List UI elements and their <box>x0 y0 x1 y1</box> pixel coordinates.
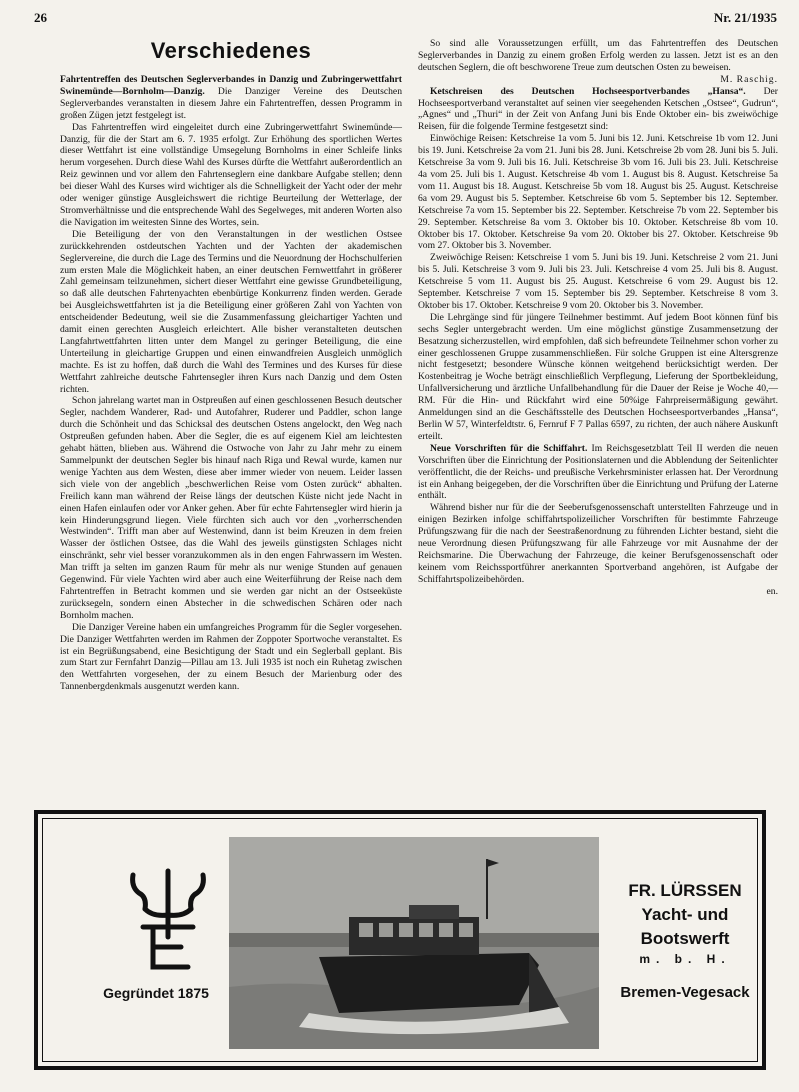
paragraph: Die Danziger Vereine des Deutschen Seglerverbandes veranstalten in diesem Jahre ein Fahrtentreffen, dessen Programm in großen Zügen jetzt festgelegt ist. <box>60 85 402 121</box>
paragraph: Das Fahrtentreffen wird eingeleitet durch eine Zubringerwettfahrt Swinemünde—Danzig, für die der Start am 6. 7. 1935 erfolgt. Zur Erhöhung des sportlichen Wertes dieser Wettfahrt ist eine vollständige Umsegelung Bornholms in einer Schleife links herum vorgesehen. Durch diese Wahl des Kurses dürfte die Wettfahrt außerordentlich an Reiz gewinnen und vor allem den Fahrtenseglern eine dankbare Aufgabe stellen; denn bei dieser Wahl des Kurses wird wichtiger als die Schnelligkeit der Yacht oder der mehr oder weniger günstige Ausgleichswert die richtige Beurteilung der Wetterlage, der Stromverhältnisse und die entsprechende Wahl des Segelweges, mit anderen Worten also die Navigation im weitesten Sinne des Wortes, sein. <box>60 121 402 228</box>
founded-year-text: Gegründet 1875 <box>103 985 209 1001</box>
paragraph: Schon jahrelang wartet man in Ostpreußen auf einen geschlossenen Besuch deutscher Segler, nachdem Wanderer, Rad- und Autofahrer, Ruderer und Paddler, schon lange durch die Schönheit und das Schicksal des deutschen Ostens angelockt, den Weg nach Ostpreußen gefunden haben. Aber die Segler, die es auf eigenem Kiel am leichtesten gehabt hätten, blieben aus. Während die Ostwoche von Jahr zu Jahr mehr zu einem Sammelpunkt der deutschen Segler bis hinauf nach Riga und Rewal wurde, kamen nur wenige Yachten aus dem Westen, diese aber immer wieder von neuem. Leider lassen sich viele von der angeblich „beschwerlichen Reise vom Osten zurück“ abhalten. Freilich kann man während der Reise längs der deutschen Küste nicht jede Nacht in einen Hafen einlaufen oder vor Anker gehen. Aber für echte Fahrtensegler wird hierin ja kein Hinderungsgrund liegen. Viele fürchten sich auch vor den „vorherrschenden Westwinden“. Trifft man aber auf Westenwind, dann ist beim Kreuzen in dem freien Wasser der östlichen Ostsee, das die Wahl des jeweils günstigsten Schlages nicht einschränkt, sehr viel besser voranzukommen als in den engen Fahrwassern im Westen. Man trifft ja selten im ganzen Raum für mehr als nur wenige Stunden auf genauen Gegenwind. Für viele Yachten wird aber auch eine Weiterführung der Reise nach dem Fahrtentreffen in Betracht kommen und sie werden gar nicht an der Ostseeküste zurücksegeln, sondern einen Abstecher in die schwedischen Schären oder nach Bornholm machen. <box>60 395 402 621</box>
issue-number: Nr. 21/1935 <box>713 10 777 25</box>
article-fahrtentreffen-intro <box>60 74 402 122</box>
shipyard-logo-icon <box>123 867 213 977</box>
article-hansa-intro <box>418 86 778 134</box>
motor-yacht-photo <box>229 837 599 1049</box>
paragraph: So sind alle Voraussetzungen erfüllt, um das Fahrtentreffen des Deutschen Seglerverbandes in Danzig zu einem großen Erfolg werden zu lassen. Jetzt ist es an den deutschen Seglern, die oft beschworene Treue zum deutschen Osten zu beweisen. <box>418 38 778 73</box>
advertisement-inner-frame <box>42 818 758 1062</box>
paragraph: Die Beteiligung der von den Veranstaltungen in der westlichen Ostsee zurückkehrenden ostdeutschen Yachten und der Yachten der akademischen Seglervereine, die durch die Lage des Termins und die Neuordnung der Hochschulferien zum ersten Male die Möglichkeit haben, an einer deutschen Fernwettfahrt in größerer Zahl gemeinsam teilzunehmen, sichert dieser Wettfahrt eine gewisse Grundbeteiligung, so daß alle deutschen Fahrtenyachten ebenbürtige Konkurrenz finden werden. Gerade bei Ausgleichswettfahrten ist ja die Beteiligung einer größeren Zahl von Yachten von entscheidender Bedeutung, weil sie die Zusammenfassung gleichartiger Yachten und damit einen gerechten Ausgleich erleichtert. Alle bisher veranstalteten deutschen Langfahrtwettfahrten litten unter dem Mangel zu geringer Beteiligung, die eine Unterteilung in gleichartige Gruppen und einen einwandfreien Ausgleich unmöglich machte. Es ist zu hoffen, daß durch die Wahl des Termines und des Kurses für diese Wettfahrt zahlreiche deutsche Fahrtensegler ihren Kurs nach Danzig und dem Osten richten. <box>60 228 402 395</box>
section-title: Verschiedenes <box>150 38 312 63</box>
paragraph: Einwöchige Reisen: Ketschreise 1a vom 5. Juni bis 12. Juni. Ketschreise 1b vom 12. Juni bis 19. Juni. Ketschreise 2a vom 21. Juni bis 28. Juni. Ketschreise 2b vom 28. Juni bis 5. Juli. Ketschreise 3a vom 9. Juli bis 16. Juli. Ketschreise 3b vom 16. Juli bis 23. Juli. Ketschreise 4a vom 25. Juli bis 1. August. Ketschreise 4b vom 1. August bis 8. August. Ketschreise 5a vom 11. August bis 18. August. Ketschreise 5b vom 18. August bis 25. August. Ketschreise 6a vom 29. August bis 5. September. Ketschreise 6b vom 5. September bis 12. September. Ketschreise 7a vom 15. September bis 22. September. Ketschreise 7b vom 22. September bis 29. September. Ketschreise 8a vom 3. Oktober bis 10. Oktober. Ketschreise 8b vom 10. Oktober bis 17. Oktober. Ketschreise 9a vom 20. Oktober bis 27. Oktober. Ketschreise 9b vom 27. Oktober bis 3. November. <box>418 133 778 252</box>
company-name-block <box>615 879 755 1005</box>
paragraph: Im Reichsgesetzblatt Teil II werden die neuen Vorschriften über die Einrichtung der Positionslaternen und die Abblendung der Seitenlichter veröffentlicht, die der Reichs- und preußische Verkehrsminister erlassen hat. Der Verordnung ist ein Anhang beigegeben, der die Vorschriften über die Einrichtung und Prüfung der Laterne enthält. <box>418 442 778 502</box>
left-column <box>60 38 402 693</box>
motor-yacht-image <box>229 837 599 1049</box>
paragraph: Die Lehrgänge sind für jüngere Teilnehmer bestimmt. Auf jedem Boot können fünf bis sechs Segler untergebracht werden. Um eine möglichst günstige Zusammensetzung der Besatzung sicherzustellen, wird empfohlen, daß sich befreundete Teilnehmer schon vorher zu einer geschlossenen Gruppe zusammenschließen. Für solche Gruppen ist eine Altersgrenze nicht festgesetzt; besondere Wünsche können weitgehend berücksichtigt werden. Der Kostenbeitrag je Woche beträgt einschließlich Verpflegung, Lieferung der Sportbekleidung, Unfallversicherung und ärztliche Unfallbehandlung für die Dauer der Reise je Woche 40,— RM. Für die Hin- und Rückfahrt wird eine 50%ige Fahrpreisermäßigung gewährt. Anmeldungen sind an die Geschäftsstelle des Deutschen Hochseesportverbandes „Hansa“, Berlin W 57, Winterfeldtstr. 6, Fernruf F 7 Pallas 6597, zu richten, der auch nähere Auskunft erteilt. <box>418 311 778 442</box>
paragraph: Der Hochseesportverband veranstaltet auf seinen vier seegehenden Ketschen „Ostsee“, Gudrun“, „Agnes“ und „Thuri“ in der Zeit von Anfang Juni bis Ende Oktober ein- bis zweiwöchige Reisen, für die folgende Termine festgesetzt sind: <box>418 85 778 133</box>
advertisement-box <box>34 810 766 1070</box>
paragraph: Während bisher nur für die der Seeberufsgenossenschaft unterstellten Fahrzeuge und in einigen Bezirken infolge schiffahrtspolizeilicher Vorschriften für bestimmte Fahrzeuge Prüfungszwang für die nach der Seestraßenordnung zu führenden Lichter bestand, sieht die neue Verordnung diesen Prüfungszwang für alle Fahrzeuge vor mit Ausnahme der der Reichsmarine. Die Überwachung der Fahrzeuge, die keiner Berufsgenossenschaft oder keinem vom Reichssportführer anerkannten Sportverband angehören, ist Aufgabe der Schiffahrtspolizeibehörden. <box>418 502 778 585</box>
article-heading-hansa: Ketschreisen des Deutschen Hochseesportverbandes „Hansa“. <box>430 85 746 97</box>
page-number: 26 <box>34 10 47 25</box>
company-legal-form: m. b. H. <box>639 952 731 966</box>
paragraph: Zweiwöchige Reisen: Ketschreise 1 vom 5. Juni bis 19. Juni. Ketschreise 2 vom 21. Juni bis 5. Juli. Ketschreise 3 vom 9. Juli bis 23. Juli. Ketschreise 4 vom 25. Juli bis 8. August. Ketschreise 5 vom 11. August bis 25. August. Ketschreise 6 vom 29. August bis 12. September. Ketschreise 7 vom 15. September bis 29. September. Ketschreise 8 vom 3. Oktober bis 17. Oktober. Ketschreise 9 vom 20. Oktober bis 3. November. <box>418 252 778 311</box>
article-heading-fahrtentreffen: Fahrtentreffen des Deutschen Seglerverbandes in Danzig und Zubringerwettfahrt Swinemünde—Bornholm—Danzig. <box>60 74 402 97</box>
company-city: Bremen-Vegesack <box>620 984 750 1001</box>
company-name: FR. LÜRSSEN <box>628 881 742 900</box>
paragraph: Die Danziger Vereine haben ein umfangreiches Programm für die Segler vorgesehen. Die Danziger Wettfahrten werden im Rahmen der Zoppoter Sportwoche veranstaltet. Es ist ein Begrüßungsabend, eine Besichtigung der Stadt und ein Seglerball geplant. Bis zum Start zur Fernfahrt Danzig—Pillau am 13. Juli 1935 ist noch ein Ruhetag zwischen den Wettfahrten vorgesehen, der zu einem Besuch der Marienburg oder des Tannenbergdenkmals ausgenutzt werden kann. <box>60 621 402 693</box>
article-schiffahrt-intro <box>418 443 778 503</box>
right-column <box>418 38 778 598</box>
author-signature: en. <box>766 585 778 597</box>
article-heading-schiffahrt: Neue Vorschriften für die Schiffahrt. <box>430 442 588 454</box>
author-signature: M. Raschig. <box>720 73 778 85</box>
company-line-yacht: Yacht- und <box>641 905 729 924</box>
company-line-boot: Bootswerft <box>640 929 730 948</box>
